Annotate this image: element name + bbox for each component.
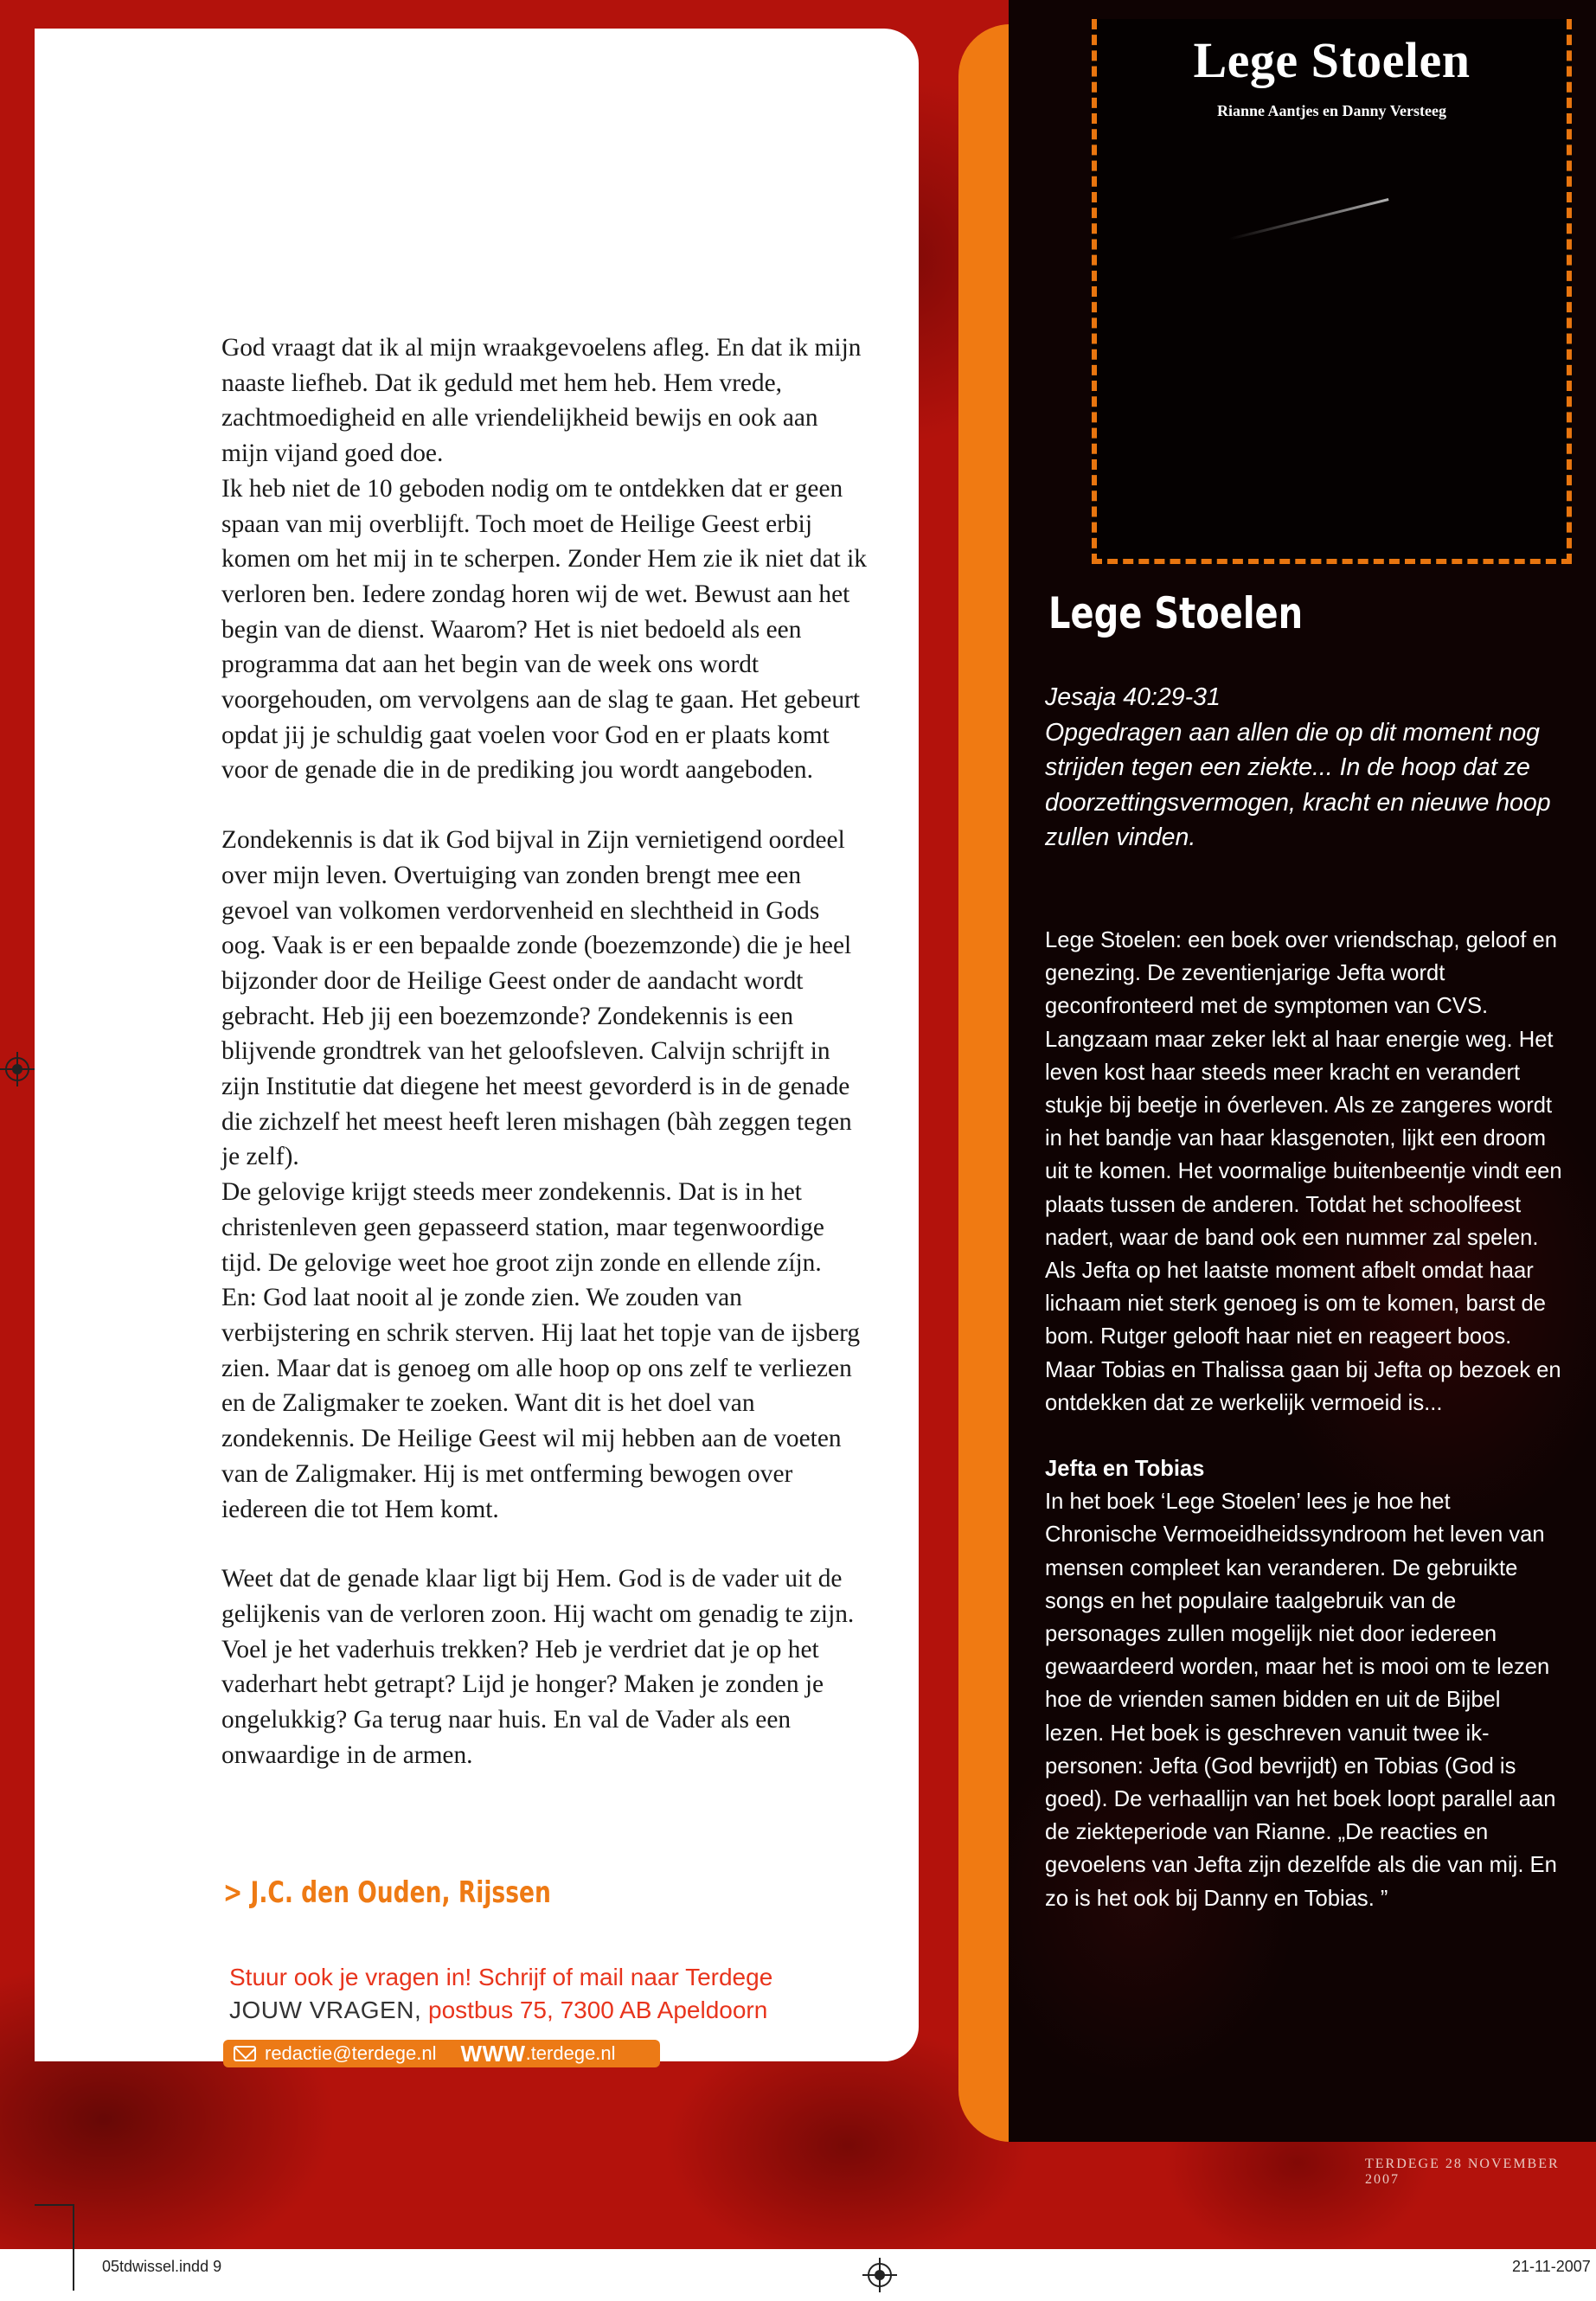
- magazine-footer: TERDEGE 28 NOVEMBER 2007: [1365, 2157, 1560, 2187]
- contact-bar: [223, 2040, 660, 2067]
- email-link[interactable]: redactie@terdege.nl: [265, 2042, 437, 2064]
- registration-mark-icon: [5, 1057, 29, 1081]
- article-body: [221, 330, 869, 1807]
- contact-address: [229, 1997, 767, 2024]
- sidebar-intro: Jesaja 40:29-31 Opgedragen aan allen die op dit moment nog strijden tegen een ziekte... In de hoop dat ze doorzettingsvermogen, kracht en nieuwe hoop zullen vinden.: [1045, 683, 1551, 851]
- cover-title: Lege Stoelen: [1193, 32, 1471, 88]
- sidebar-heading: Lege Stoelen: [1048, 588, 1304, 638]
- contact-label: JOUW VRAGEN,: [229, 1997, 422, 2023]
- book-cover: [1092, 19, 1572, 564]
- trim-mark: [35, 2204, 74, 2206]
- article-paragraph: Weet dat de genade klaar ligt bij Hem. God is de vader uit de gelijkenis van de verloren zoon. Hij wacht om genadig te zijn. Voel je het vaderhuis trekken? Heb je verdriet dat je op het vaderhart hebt getrapt? Lijd je honger? Maken je zonden je ongelukkig? Ga terug naar huis. En val de Vader als een onwaardige in de armen.: [221, 1565, 855, 1769]
- www-label: WWW: [460, 2040, 526, 2067]
- print-margin: [0, 2249, 1596, 2301]
- trim-mark: [73, 2204, 74, 2291]
- sidebar-body: [1045, 924, 1564, 1915]
- sidebar-paragraph: In het boek ‘Lege Stoelen’ lees je hoe het Chronische Vermoeidheidssyndroom het leven van mensen compleet kan veranderen. De gebruikte songs en het populaire taalgebruik van de personages zullen mogelijk niet door iedereen gewaardeerd worden, maar het is mooi om te lezen hoe de vrienden samen bidden en uit de Bijbel lezen. Het boek is geschreven vanuit twee ik-personen: Jefta (God bevrijdt) en Tobias (God is goed). De verhaallijn van het boek loopt parallel aan de ziekteperiode van Rianne. „De reacties en gevoelens van Jefta zijn dezelfde als die van mij. En zo is het ook bij Danny en Tobias. ”: [1045, 1490, 1557, 1911]
- registration-mark-icon: [868, 2263, 892, 2287]
- postal-address: postbus 75, 7300 AB Apeldoorn: [421, 1997, 768, 2023]
- print-slug-date: 21-11-2007: [1512, 2258, 1591, 2275]
- sidebar-paragraph: Lege Stoelen: een boek over vriendschap, geloof en genezing. De zeventienjarige Jefta wordt geconfronteerd met de symptomen van CVS. Langzaam maar zeker lekt al haar energie weg. Het leven kost haar steeds meer kracht en verandert stukje bij beetje in óverleven. Als ze zangeres wordt in het bandje van haar klasgenoten, lijkt een droom uit te komen. Het voormalige buitenbeentje vindt een plaats tussen de anderen. Totdat het schoolfeest nadert, waar de band ook een nummer zal spelen. Als Jefta op het laatste moment afbelt omdat haar lichaam niet sterk genoeg is om te komen, barst de bom. Rutger gelooft haar niet en reageert boos. Maar Tobias en Thalissa gaan bij Jefta op bezoek en ontdekken dat ze werkelijk vermoeid is...: [1045, 928, 1562, 1415]
- sidebar-subheading: Jefta en Tobias: [1045, 1457, 1205, 1482]
- print-slug-file: 05tdwissel.indd 9: [102, 2258, 222, 2275]
- website-link[interactable]: .terdege.nl: [525, 2042, 616, 2064]
- mail-icon: [234, 2046, 256, 2061]
- cover-authors: Rianne Aantjes en Danny Versteeg: [1216, 102, 1446, 119]
- author-signature: > J.C. den Ouden, Rijssen: [223, 1875, 551, 1910]
- contact-invite: Stuur ook je vragen in! Schrijf of mail naar Terdege: [229, 1964, 773, 1990]
- cover-light-streak: [1228, 198, 1388, 240]
- article-paragraph: God vraagt dat ik al mijn wraakgevoelens afleg. En dat ik mijn naaste liefheb. Dat ik geduld met hem heb. Hem vrede, zachtmoedigheid en alle vriendelijkheid bewijs en ook aan mijn vijand goed doe. Ik heb niet de 10 geboden nodig om te ontdekken dat er geen spaan van mij overblijft. Toch moet de Heilige Geest erbij komen om het mij in te scherpen. Zonder Hem zie ik niet dat ik verloren ben. Iedere zondag horen wij de wet. Bewust aan het begin van de dienst. Waarom? Het is niet bedoeld als een programma dat aan het begin van de week ons wordt voorgehouden, om vervolgens aan de slag te gaan. Het gebeurt opdat jij je schuldig gaat voelen voor God en er plaats komt voor de genade die in de prediking jou wordt aangeboden.: [221, 334, 867, 785]
- article-paragraph: Zondekennis is dat ik God bijval in Zijn vernietigend oordeel over mijn leven. Overtuiging van zonden brengt mee een gevoel van volkomen verdorvenheid en slechtheid in Gods oog. Vaak is er een bepaalde zonde (boezemzonde) die je heel bijzonder door de Heilige Geest onder de aandacht wordt gebracht. Heb jij een boezemzonde? Zondekennis is een blijvende grondtrek van het geloofsleven. Calvijn schrijft in zijn Institutie dat diegene het meest gevorderd is in de genade die zichzelf het meest heeft leren mishagen (bàh zeggen tegen je zelf). De gelovige krijgt steeds meer zondekennis. Dat is in het christenleven geen gepasseerd station, maar tegenwoordige tijd. De gelovige weet hoe groot zijn zonde en ellende zíjn. En: God laat nooit al je zonde zien. We zouden van verbijstering en schrik sterven. Hij laat het topje van de ijsberg zien. Maar dat is genoeg om alle hoop op ons zelf te verliezen en de Zaligmaker te zoeken. Want dit is het doel van zondekennis. De Heilige Geest wil mij hebben aan de voeten van de Zaligmaker. Hij is met ontferming bewogen over iedereen die tot Hem komt.: [221, 826, 861, 1523]
